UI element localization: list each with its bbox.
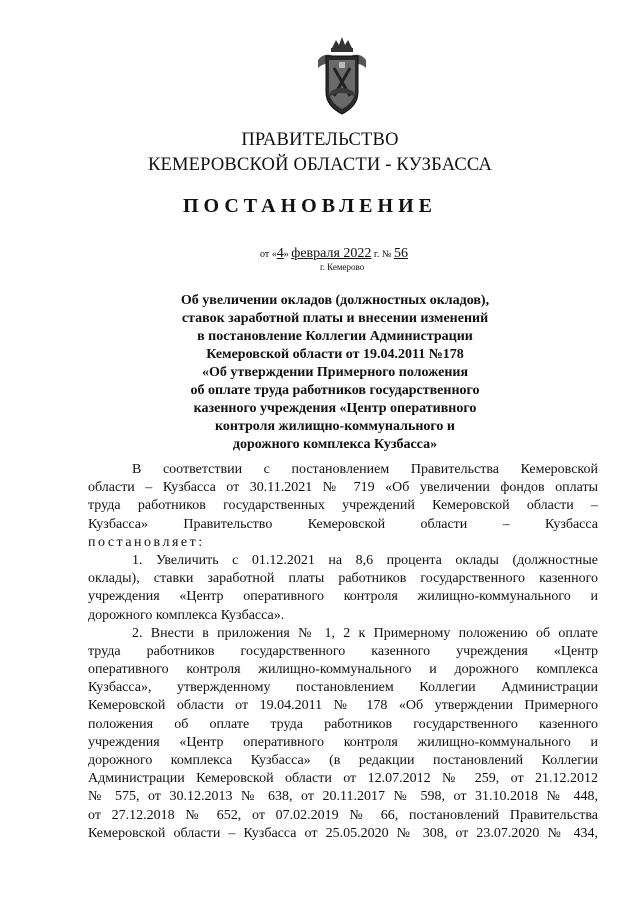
document-number: 56 <box>393 246 408 261</box>
subject-line: в постановление Коллегии Администрации <box>197 329 473 344</box>
date-mid: » <box>283 249 292 260</box>
date-prefix: от « <box>260 249 277 260</box>
subject-line: об оплате труда работников государственного <box>190 383 480 398</box>
document-body <box>88 461 598 843</box>
body-line: оперативного контроля жилищно-коммунального и дорожного комплекса <box>88 662 598 678</box>
subject-line: ставок заработной платы и внесении изменений <box>181 311 489 326</box>
subject-line: казенного учреждения «Центр оперативного <box>193 401 477 416</box>
body-line: области – Кузбасса от 30.11.2021 № 719 «Об увеличении фондов оплаты <box>88 480 598 496</box>
body-line: Кемеровской области – Кузбасса от 25.05.2020 № 308, от 23.07.2020 № 434, <box>88 825 598 841</box>
body-line: 1. Увеличить с 01.12.2021 на 8,6 процента оклады (должностные <box>132 552 598 568</box>
body-line: 2. Внести в приложения № 1, 2 к Примерному положению об оплате <box>132 625 598 641</box>
subject-line: Кемеровской области от 19.04.2011 №178 <box>206 347 464 362</box>
subject-line: контроля жилищно-коммунального и <box>215 419 455 434</box>
document-subject <box>130 292 540 454</box>
body-line: оклады), ставки заработной платы работников государственного казенного <box>88 571 598 587</box>
body-line: положения об оплате труда работников государственного казенного <box>88 716 598 732</box>
body-line: Кузбасса», утвержденному постановлением Коллегии Администрации <box>88 680 598 696</box>
document-type-title: ПОСТАНОВЛЕНИЕ <box>183 195 437 217</box>
government-name-line2: КЕМЕРОВСКОЙ ОБЛАСТИ - КУЗБАССА <box>147 155 493 175</box>
body-line: учреждения «Центр оперативного контроля жилищно-коммунального и <box>88 589 598 605</box>
body-line: Кемеровской области от 19.04.2011 № 178 «Об утверждении Примерного <box>88 698 598 714</box>
body-line: от 27.12.2018 № 652, от 07.02.2019 № 66, постановлений Правительства <box>88 807 598 823</box>
body-line: Администрации Кемеровской области от 12.07.2012 № 259, от 21.12.2012 <box>88 771 598 787</box>
body-line: № 575, от 30.12.2013 № 638, от 20.11.2017 № 598, от 31.10.2018 № 448, <box>88 789 598 805</box>
date-day: 4 <box>276 246 284 261</box>
date-line <box>260 246 408 262</box>
body-line: дорожного комплекса Кузбасса». <box>88 607 285 623</box>
subject-line: «Об утверждении Примерного положения <box>201 365 469 380</box>
coat-of-arms-icon <box>314 34 370 118</box>
body-line: труда работников государственных учреждений Кемеровской области – <box>88 498 598 514</box>
government-name-line1: ПРАВИТЕЛЬСТВО <box>241 130 399 150</box>
body-line: Кузбасса» Правительство Кемеровской области – Кузбасса <box>88 516 598 532</box>
subject-line: дорожного комплекса Кузбасса» <box>232 437 438 452</box>
body-line: труда работников государственного казенного учреждения «Центр <box>88 643 598 659</box>
subject-line: Об увеличении окладов (должностных окладов), <box>180 293 490 308</box>
body-line: дорожного комплекса Кузбасса» (в редакции постановлений Коллегии <box>88 753 598 768</box>
city: г. Кемерово <box>320 262 365 272</box>
body-line: постановляет: <box>88 534 205 550</box>
body-line: учреждения «Центр оперативного контроля жилищно-коммунального и <box>88 734 598 750</box>
date-month-year: февраля 2022 <box>291 246 372 261</box>
date-year-suffix: г. № <box>371 249 392 260</box>
body-line: В соответствии с постановлением Правительства Кемеровской <box>132 462 598 477</box>
